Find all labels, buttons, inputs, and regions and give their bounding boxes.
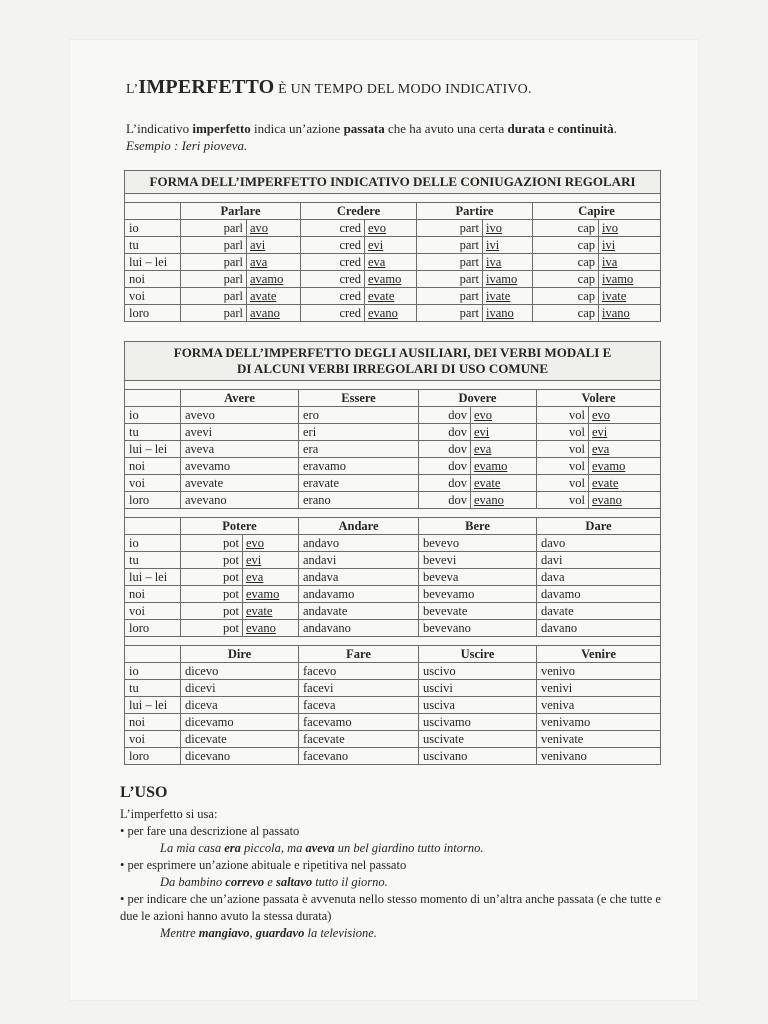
stem-cell: pot <box>181 586 243 603</box>
pronoun-cell: tu <box>125 237 181 254</box>
stem-cell: cap <box>533 271 599 288</box>
form-cell: bevevano <box>419 620 537 637</box>
form-cell: uscivamo <box>419 714 537 731</box>
form-cell: venivate <box>537 731 661 748</box>
table-row <box>125 663 661 680</box>
stem-cell: dov <box>419 492 471 509</box>
table-row <box>125 714 661 731</box>
form-cell: veniva <box>537 697 661 714</box>
pronoun-cell: tu <box>125 424 181 441</box>
ending-cell: ivate <box>483 288 533 305</box>
ending-cell: evo <box>471 407 537 424</box>
form-cell: facevate <box>299 731 419 748</box>
ending-cell: evano <box>471 492 537 509</box>
pronoun-cell: tu <box>125 552 181 569</box>
verb-header: Potere <box>181 518 299 535</box>
verb-header: Bere <box>419 518 537 535</box>
ending-cell: evate <box>589 475 661 492</box>
form-cell: dicevo <box>181 663 299 680</box>
stem-cell: cap <box>533 288 599 305</box>
table-row <box>125 237 661 254</box>
uso-example: Mentre mangiavo, guardavo la televisione. <box>160 926 377 940</box>
ending-cell: evate <box>243 603 299 620</box>
stem-cell: part <box>417 271 483 288</box>
form-cell: venivo <box>537 663 661 680</box>
stem-cell: parl <box>181 305 247 322</box>
pronoun-cell: tu <box>125 680 181 697</box>
table-row <box>125 492 661 509</box>
form-cell: era <box>299 441 419 458</box>
ending-cell: evano <box>243 620 299 637</box>
pronoun-cell: io <box>125 535 181 552</box>
stem-cell: part <box>417 220 483 237</box>
pronoun-cell: noi <box>125 271 181 288</box>
table-row <box>125 586 661 603</box>
verb-header: Avere <box>181 390 299 407</box>
verb-header: Dovere <box>419 390 537 407</box>
form-cell: facevano <box>299 748 419 765</box>
pronoun-cell: lui – lei <box>125 441 181 458</box>
stem-cell: vol <box>537 475 589 492</box>
table-row <box>125 569 661 586</box>
stem-cell: vol <box>537 458 589 475</box>
stem-cell: parl <box>181 254 247 271</box>
stem-cell: cred <box>301 305 365 322</box>
table-row <box>125 697 661 714</box>
form-cell: bevevi <box>419 552 537 569</box>
ending-cell: evamo <box>365 271 417 288</box>
form-cell: venivi <box>537 680 661 697</box>
uso-item: • per indicare che un’azione passata è avvenuta nello stesso momento di un’altra anche passata (e che tutte e due le azioni hanno avuto la stessa durata) <box>120 892 661 923</box>
ending-cell: eva <box>471 441 537 458</box>
verb-header: Dire <box>181 646 299 663</box>
table2-header: FORMA DELL’IMPERFETTO DEGLI AUSILIARI, DEI VERBI MODALI E DI ALCUNI VERBI IRREGOLARI DI USO COMUNE <box>125 342 661 381</box>
verb-header: Volere <box>537 390 661 407</box>
table-row <box>125 475 661 492</box>
stem-cell: parl <box>181 271 247 288</box>
stem-cell: pot <box>181 620 243 637</box>
pronoun-cell: loro <box>125 305 181 322</box>
stem-cell: cred <box>301 254 365 271</box>
verb-header: Essere <box>299 390 419 407</box>
verb-header: Partire <box>417 203 533 220</box>
uso-title: L’USO <box>120 784 168 801</box>
pronoun-cell: lui – lei <box>125 254 181 271</box>
form-cell: davate <box>537 603 661 620</box>
ending-cell: evi <box>589 424 661 441</box>
ending-cell: avate <box>247 288 301 305</box>
form-cell: andavi <box>299 552 419 569</box>
form-cell: andavamo <box>299 586 419 603</box>
form-cell: beveva <box>419 569 537 586</box>
pronoun-cell: noi <box>125 714 181 731</box>
pronoun-cell: noi <box>125 586 181 603</box>
ending-cell: evamo <box>589 458 661 475</box>
stem-cell: cap <box>533 254 599 271</box>
form-cell: usciva <box>419 697 537 714</box>
stem-cell: pot <box>181 552 243 569</box>
verb-header: Dare <box>537 518 661 535</box>
form-cell: davamo <box>537 586 661 603</box>
stem-cell: cap <box>533 220 599 237</box>
ending-cell: ivi <box>599 237 661 254</box>
form-cell: bevevamo <box>419 586 537 603</box>
stem-cell: parl <box>181 237 247 254</box>
irregular-verbs-table <box>124 341 661 765</box>
form-cell: facevo <box>299 663 419 680</box>
stem-cell: vol <box>537 441 589 458</box>
form-cell: aveva <box>181 441 299 458</box>
form-cell: uscivano <box>419 748 537 765</box>
table-row <box>125 603 661 620</box>
table-row <box>125 271 661 288</box>
stem-cell: dov <box>419 475 471 492</box>
form-cell: dicevi <box>181 680 299 697</box>
ending-cell: avamo <box>247 271 301 288</box>
table-row <box>125 407 661 424</box>
stem-cell: vol <box>537 492 589 509</box>
stem-cell: cred <box>301 237 365 254</box>
verb-header: Capire <box>533 203 661 220</box>
stem-cell: parl <box>181 288 247 305</box>
uso-example: La mia casa era piccola, ma aveva un bel giardino tutto intorno. <box>160 841 484 855</box>
stem-cell: part <box>417 237 483 254</box>
pronoun-cell: voi <box>125 731 181 748</box>
form-cell: avevamo <box>181 458 299 475</box>
form-cell: andavate <box>299 603 419 620</box>
ending-cell: ivo <box>483 220 533 237</box>
ending-cell: ivamo <box>599 271 661 288</box>
ending-cell: avo <box>247 220 301 237</box>
form-cell: uscivate <box>419 731 537 748</box>
form-cell: diceva <box>181 697 299 714</box>
verb-header: Venire <box>537 646 661 663</box>
table-row <box>125 552 661 569</box>
form-cell: venivamo <box>537 714 661 731</box>
stem-cell: pot <box>181 569 243 586</box>
table-row <box>125 288 661 305</box>
form-cell: dicevate <box>181 731 299 748</box>
form-cell: dicevamo <box>181 714 299 731</box>
table1-header: FORMA DELL’IMPERFETTO INDICATIVO DELLE CONIUGAZIONI REGOLARI <box>125 171 661 194</box>
ending-cell: evamo <box>471 458 537 475</box>
uso-example: Da bambino correvo e saltavo tutto il giorno. <box>160 875 388 889</box>
form-cell: faceva <box>299 697 419 714</box>
verb-header: Parlare <box>181 203 301 220</box>
ending-cell: eva <box>243 569 299 586</box>
uso-section <box>120 806 680 942</box>
verb-header: Fare <box>299 646 419 663</box>
ending-cell: ivano <box>483 305 533 322</box>
form-cell: dicevano <box>181 748 299 765</box>
stem-cell: vol <box>537 424 589 441</box>
stem-cell: cap <box>533 305 599 322</box>
ending-cell: evi <box>243 552 299 569</box>
form-cell: eravamo <box>299 458 419 475</box>
table-row <box>125 731 661 748</box>
ending-cell: evo <box>243 535 299 552</box>
form-cell: eri <box>299 424 419 441</box>
table-row <box>125 620 661 637</box>
form-cell: davo <box>537 535 661 552</box>
ending-cell: ivamo <box>483 271 533 288</box>
table-row <box>125 424 661 441</box>
stem-cell: part <box>417 288 483 305</box>
pronoun-cell: io <box>125 663 181 680</box>
ending-cell: avi <box>247 237 301 254</box>
ending-cell: evo <box>589 407 661 424</box>
regular-conjugation-table <box>124 170 661 322</box>
intro-text <box>126 120 666 154</box>
form-cell: avevate <box>181 475 299 492</box>
form-cell: uscivo <box>419 663 537 680</box>
verb-header: Andare <box>299 518 419 535</box>
form-cell: avevo <box>181 407 299 424</box>
pronoun-cell: lui – lei <box>125 697 181 714</box>
ending-cell: eva <box>589 441 661 458</box>
table-row <box>125 458 661 475</box>
pronoun-cell: io <box>125 220 181 237</box>
form-cell: erano <box>299 492 419 509</box>
ending-cell: ivano <box>599 305 661 322</box>
stem-cell: dov <box>419 441 471 458</box>
form-cell: eravate <box>299 475 419 492</box>
stem-cell: dov <box>419 458 471 475</box>
pronoun-cell: noi <box>125 458 181 475</box>
form-cell: dava <box>537 569 661 586</box>
form-cell: venivano <box>537 748 661 765</box>
pronoun-cell: loro <box>125 620 181 637</box>
form-cell: davi <box>537 552 661 569</box>
stem-cell: dov <box>419 407 471 424</box>
table-row <box>125 441 661 458</box>
stem-cell: part <box>417 254 483 271</box>
pronoun-cell: loro <box>125 492 181 509</box>
ending-cell: evi <box>471 424 537 441</box>
uso-item: • per fare una descrizione al passato <box>120 824 300 838</box>
table-row <box>125 535 661 552</box>
ending-cell: ava <box>247 254 301 271</box>
pronoun-cell: voi <box>125 288 181 305</box>
stem-cell: dov <box>419 424 471 441</box>
stem-cell: cap <box>533 237 599 254</box>
table-row <box>125 254 661 271</box>
stem-cell: pot <box>181 603 243 620</box>
pronoun-cell: io <box>125 407 181 424</box>
ending-cell: evamo <box>243 586 299 603</box>
ending-cell: ivo <box>599 220 661 237</box>
ending-cell: eva <box>365 254 417 271</box>
form-cell: bevevate <box>419 603 537 620</box>
intro-definition: L’indicativo imperfetto indica un’azione passata che ha avuto una certa durata e continuità. <box>126 121 617 136</box>
ending-cell: evi <box>365 237 417 254</box>
form-cell: avevi <box>181 424 299 441</box>
form-cell: andavo <box>299 535 419 552</box>
stem-cell: part <box>417 305 483 322</box>
ending-cell: evate <box>365 288 417 305</box>
pronoun-cell: voi <box>125 603 181 620</box>
pronoun-cell: voi <box>125 475 181 492</box>
ending-cell: iva <box>599 254 661 271</box>
table-row <box>125 748 661 765</box>
ending-cell: evano <box>589 492 661 509</box>
pronoun-cell: lui – lei <box>125 569 181 586</box>
stem-cell: vol <box>537 407 589 424</box>
verb-header: Uscire <box>419 646 537 663</box>
form-cell: facevi <box>299 680 419 697</box>
table-row <box>125 220 661 237</box>
form-cell: uscivi <box>419 680 537 697</box>
table-row <box>125 305 661 322</box>
stem-cell: pot <box>181 535 243 552</box>
intro-example: Esempio : Ieri pioveva. <box>126 138 248 153</box>
ending-cell: evano <box>365 305 417 322</box>
form-cell: avevano <box>181 492 299 509</box>
stem-cell: cred <box>301 220 365 237</box>
stem-cell: parl <box>181 220 247 237</box>
form-cell: bevevo <box>419 535 537 552</box>
table-row <box>125 680 661 697</box>
page-title: L’IMPERFETTO È UN TEMPO DEL MODO INDICATIVO. <box>126 76 532 98</box>
verb-header: Credere <box>301 203 417 220</box>
form-cell: andava <box>299 569 419 586</box>
form-cell: facevamo <box>299 714 419 731</box>
ending-cell: avano <box>247 305 301 322</box>
stem-cell: cred <box>301 271 365 288</box>
form-cell: andavano <box>299 620 419 637</box>
ending-cell: ivi <box>483 237 533 254</box>
uso-intro: L’imperfetto si usa: <box>120 807 218 821</box>
form-cell: ero <box>299 407 419 424</box>
ending-cell: evate <box>471 475 537 492</box>
ending-cell: iva <box>483 254 533 271</box>
ending-cell: evo <box>365 220 417 237</box>
uso-item: • per esprimere un’azione abituale e ripetitiva nel passato <box>120 858 407 872</box>
form-cell: davano <box>537 620 661 637</box>
pronoun-cell: loro <box>125 748 181 765</box>
ending-cell: ivate <box>599 288 661 305</box>
stem-cell: cred <box>301 288 365 305</box>
